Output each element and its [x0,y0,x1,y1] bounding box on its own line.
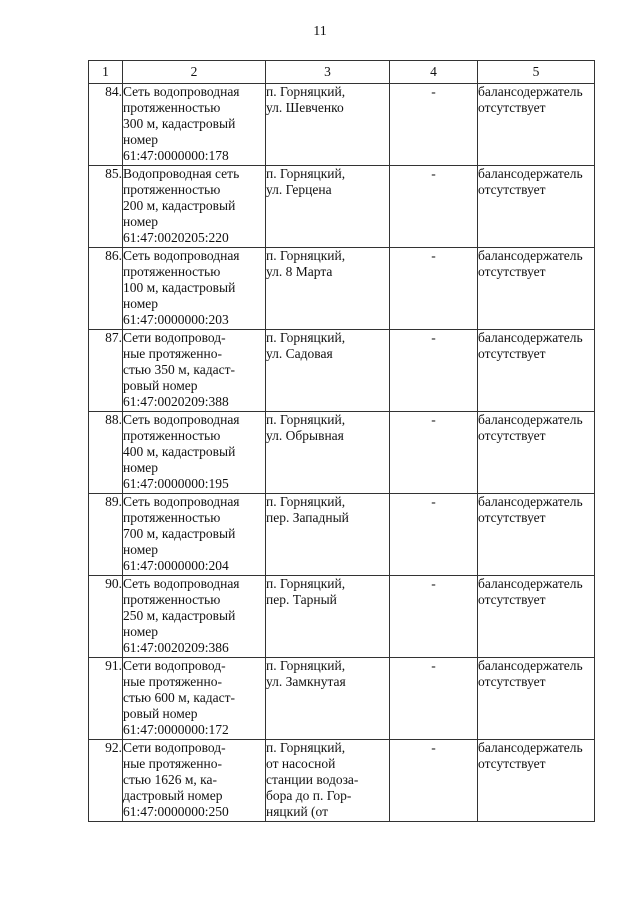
object-description [123,248,266,330]
header-col-1: 1 [89,61,123,84]
table-row [89,494,595,576]
object-description-line: Сеть водопроводная [123,494,240,509]
owner-status-line: балансодержатель [478,494,583,509]
column-4-value: - [390,494,478,576]
table-row [89,412,595,494]
row-number: 86. [89,248,123,330]
object-description-line: протяженностью [123,428,221,443]
object-description-line: ные протяженно- [123,346,222,361]
header-col-3: 3 [266,61,390,84]
object-location [266,658,390,740]
object-location-line: няцкий (от [266,804,329,819]
object-description [123,84,266,166]
column-4-value: - [390,330,478,412]
table-row [89,330,595,412]
owner-status-line: балансодержатель [478,248,583,263]
object-description [123,576,266,658]
object-description [123,740,266,822]
object-description [123,412,266,494]
owner-status [478,248,595,330]
object-location-line: п. Горняцкий, [266,412,346,427]
object-description [123,166,266,248]
object-description-line: протяженностью [123,264,221,279]
object-location-line: ул. Садовая [266,346,333,361]
owner-status [478,576,595,658]
owner-status-line: балансодержатель [478,658,583,673]
table-row [89,658,595,740]
owner-status-line: балансодержатель [478,740,583,755]
object-description-line: стью 600 м, кадаст- [123,690,236,705]
object-description-line: номер [123,624,159,639]
object-location [266,166,390,248]
object-description-line: 61:47:0000000:178 [123,148,229,163]
object-description-line: 61:47:0020205:220 [123,230,229,245]
owner-status [478,412,595,494]
object-description-line: стью 1626 м, ка- [123,772,218,787]
object-description-line: ровый номер [123,378,198,393]
row-number: 84. [89,84,123,166]
column-4-value: - [390,166,478,248]
owner-status-line: отсутствует [478,510,546,525]
object-description-line: номер [123,460,159,475]
column-4-value: - [390,740,478,822]
owner-status-line: балансодержатель [478,84,583,99]
column-4-value: - [390,658,478,740]
object-description-line: Сеть водопроводная [123,412,240,427]
row-number: 92. [89,740,123,822]
owner-status-line: отсутствует [478,100,546,115]
object-description-line: дастровый номер [123,788,223,803]
row-number: 91. [89,658,123,740]
object-description-line: 200 м, кадастровый [123,198,236,213]
owner-status-line: отсутствует [478,428,546,443]
object-location [266,84,390,166]
owner-status-line: балансодержатель [478,330,583,345]
object-description-line: стью 350 м, кадаст- [123,362,236,377]
object-description-line: ные протяженно- [123,674,222,689]
object-description-line: Сети водопровод- [123,740,226,755]
object-description [123,494,266,576]
object-location [266,494,390,576]
row-number: 85. [89,166,123,248]
object-description-line: Водопроводная сеть [123,166,240,181]
object-location-line: п. Горняцкий, [266,740,346,755]
object-location-line: ул. Шевченко [266,100,344,115]
header-col-2: 2 [123,61,266,84]
object-location-line: бора до п. Гор- [266,788,352,803]
table-row [89,84,595,166]
header-col-4: 4 [390,61,478,84]
row-number: 87. [89,330,123,412]
row-number: 90. [89,576,123,658]
object-location-line: от насосной [266,756,336,771]
object-location-line: п. Горняцкий, [266,330,346,345]
owner-status [478,166,595,248]
row-number: 88. [89,412,123,494]
object-description-line: 61:47:0020209:386 [123,640,229,655]
object-location [266,330,390,412]
owner-status-line: отсутствует [478,592,546,607]
object-description-line: 300 м, кадастровый [123,116,236,131]
header-row [89,61,595,84]
owner-status-line: отсутствует [478,346,546,361]
object-description-line: номер [123,132,159,147]
owner-status-line: отсутствует [478,264,546,279]
table-row [89,248,595,330]
table-header [89,61,595,84]
row-number: 89. [89,494,123,576]
object-location-line: ул. Герцена [266,182,332,197]
object-location-line: пер. Тарный [266,592,337,607]
object-location-line: п. Горняцкий, [266,658,346,673]
object-description-line: 700 м, кадастровый [123,526,236,541]
object-description-line: номер [123,542,159,557]
object-description-line: 61:47:0000000:250 [123,804,229,819]
registry-table [88,60,595,822]
object-description [123,658,266,740]
object-description-line: протяженностью [123,182,221,197]
column-4-value: - [390,576,478,658]
object-location-line: ул. Обрывная [266,428,344,443]
object-description-line: 400 м, кадастровый [123,444,236,459]
object-description-line: Сеть водопроводная [123,248,240,263]
object-description-line: 61:47:0000000:172 [123,722,229,737]
object-location [266,740,390,822]
column-4-value: - [390,248,478,330]
object-location-line: ул. Замкнутая [266,674,346,689]
object-location-line: п. Горняцкий, [266,494,346,509]
table-row [89,576,595,658]
owner-status [478,84,595,166]
object-description-line: протяженностью [123,592,221,607]
owner-status-line: отсутствует [478,674,546,689]
object-location [266,412,390,494]
object-description-line: 250 м, кадастровый [123,608,236,623]
owner-status-line: отсутствует [478,756,546,771]
owner-status-line: отсутствует [478,182,546,197]
object-location-line: пер. Западный [266,510,349,525]
table-row [89,166,595,248]
object-description-line: 61:47:0000000:195 [123,476,229,491]
object-location-line: ул. 8 Марта [266,264,333,279]
object-description-line: протяженностью [123,510,221,525]
owner-status [478,740,595,822]
object-description-line: 100 м, кадастровый [123,280,236,295]
owner-status-line: балансодержатель [478,576,583,591]
object-description-line: Сети водопровод- [123,330,226,345]
owner-status-line: балансодержатель [478,166,583,181]
object-location [266,248,390,330]
object-description-line: протяженностью [123,100,221,115]
object-description-line: Сети водопровод- [123,658,226,673]
object-description-line: Сеть водопроводная [123,576,240,591]
object-description-line: 61:47:0000000:203 [123,312,229,327]
object-description [123,330,266,412]
column-4-value: - [390,412,478,494]
object-location-line: п. Горняцкий, [266,248,346,263]
page-number: 11 [313,24,327,39]
object-location-line: п. Горняцкий, [266,166,346,181]
object-location-line: п. Горняцкий, [266,576,346,591]
object-location-line: п. Горняцкий, [266,84,346,99]
object-description-line: номер [123,214,159,229]
object-description-line: Сеть водопроводная [123,84,240,99]
object-location [266,576,390,658]
object-location-line: станции водоза- [266,772,359,787]
column-4-value: - [390,84,478,166]
owner-status [478,658,595,740]
object-description-line: 61:47:0000000:204 [123,558,229,573]
object-description-line: ровый номер [123,706,198,721]
owner-status-line: балансодержатель [478,412,583,427]
object-description-line: ные протяженно- [123,756,222,771]
table-body [89,84,595,822]
owner-status [478,330,595,412]
object-description-line: номер [123,296,159,311]
table-row [89,740,595,822]
owner-status [478,494,595,576]
header-col-5: 5 [478,61,595,84]
object-description-line: 61:47:0020209:388 [123,394,229,409]
